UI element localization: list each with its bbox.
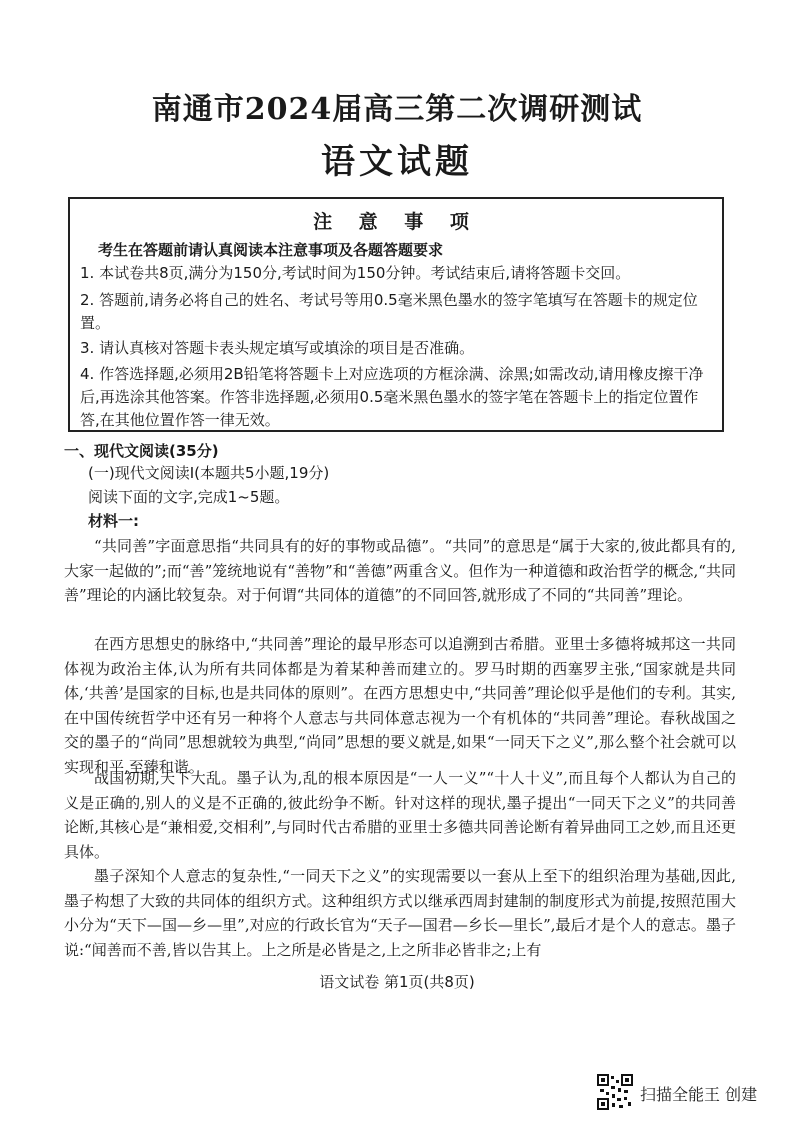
reading-instruction: 阅读下面的文字,完成1~5题。 xyxy=(88,488,290,506)
paragraph: 战国初期,天下大乱。墨子认为,乱的根本原因是“一人一义”“十人十义”,而且每个人都认为自己的义是正确的,别人的义是不正确的,彼此纷争不断。针对这样的现状,墨子提出“一同天下之义”的共同善论断,其核心是“兼相爱,交相利”,与同时代古希腊的亚里士多德共同善论断有着异曲同工之妙,而且还更具体。 xyxy=(64,769,736,861)
subsection-heading: (一)现代文阅读Ⅰ(本题共5小题,19分) xyxy=(88,464,330,482)
subject-title: 语文试题 xyxy=(321,142,473,182)
paragraph: 墨子深知个人意志的复杂性,“一同天下之义”的实现需要以一套从上至下的组织治理为基础,因此,墨子构想了大致的共同体的组织方式。这种组织方式以继承西周封建制的制度形式为前提,按照范围大小分为“天下—国—乡—里”,对应的行政长官为“天子—国君—乡长—里长”,最后才是个人的意志。墨子说:“闻善而不善,皆以告其上。上之所是必皆是之,上之所非必皆非之;上有 xyxy=(64,867,736,959)
scanner-watermark: 扫描全能王 创建 xyxy=(640,1085,758,1104)
notice-box xyxy=(68,197,724,432)
notice-title: 注 意 事 项 xyxy=(313,211,479,233)
notice-item: 4. 作答选择题,必须用2B铅笔将答题卡上对应选项的方框涂满、涂黑;如需改动,请用橡皮擦干净后,再选涂其他答案。作答非选择题,必须用0.5毫米黑色墨水的签字笔在答题卡上的指定位置作答,在其他位置作答一律无效。 xyxy=(80,365,704,429)
notice-item: 2. 答题前,请务必将自己的姓名、考试号等用0.5毫米黑色墨水的签字笔填写在答题卡的规定位置。 xyxy=(80,291,698,332)
page-footer: 语文试卷 第1页(共8页) xyxy=(319,973,475,991)
paragraph: 在西方思想史的脉络中,“共同善”理论的最早形态可以追溯到古希腊。亚里士多德将城邦这一共同体视为政治主体,认为所有共同体都是为着某种善而建立的。罗马时期的西塞罗主张,“国家就是共同体,‘共善’是国家的目标,也是共同体的原则”。在西方思想史中,“共同善”理论似乎是他们的专利。其实,在中国传统哲学中还有另一种将个人意志与共同体意志视为一个有机体的“共同善”理论。春秋战国之交的墨子的“尚同”思想就较为典型,“尚同”思想的要义就是,如果“一同天下之义”,那么整个社会就可以实现和平,至臻和谐。 xyxy=(64,635,736,776)
notice-item: 3. 请认真核对答题卡表头规定填写或填涂的项目是否准确。 xyxy=(80,339,475,357)
qr-code-icon xyxy=(597,1074,633,1110)
notice-item: 1. 本试卷共8页,满分为150分,考试时间为150分钟。考试结束后,请将答题卡交回。 xyxy=(80,264,631,282)
notice-intro: 考生在答题前请认真阅读本注意事项及各题答题要求 xyxy=(98,241,444,259)
paragraph: “共同善”字面意思指“共同具有的好的事物或品德”。“共同”的意思是“属于大家的,彼此都具有的,大家一起做的”;而“善”笼统地说有“善物”和“善德”两重含义。但作为一种道德和政治哲学的概念,“共同善”理论的内涵比较复杂。对于何谓“共同体的道德”的不同回答,就形成了不同的“共同善”理论。 xyxy=(64,537,736,604)
section-heading: 一、现代文阅读(35分) xyxy=(64,442,219,460)
material-label: 材料一: xyxy=(88,512,139,530)
exam-title: 南通市2024届高三第二次调研测试 xyxy=(151,92,643,127)
